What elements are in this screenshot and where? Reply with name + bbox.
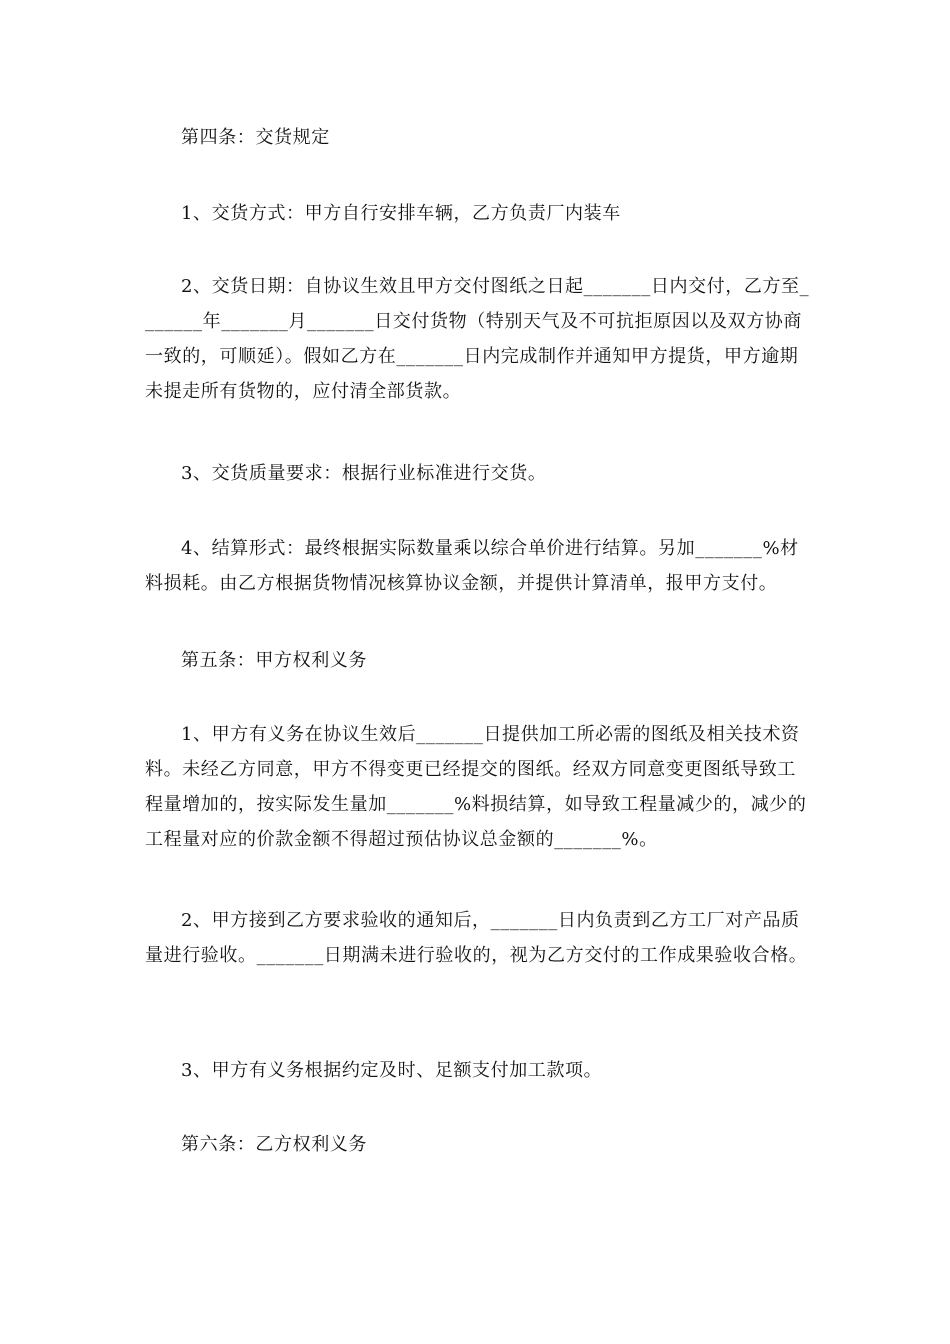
paragraph-party-a-payment: 3、甲方有义务根据约定及时、足额支付加工款项。 [181,1060,603,1081]
paragraph-delivery-method: 1、交货方式：甲方自行安排车辆，乙方负责厂内装车 [181,203,621,224]
section-heading-article-5: 第五条：甲方权利义务 [181,650,367,671]
section-heading-article-4: 第四条：交货规定 [181,127,330,148]
section-heading-article-6: 第六条：乙方权利义务 [181,1134,367,1155]
paragraph-party-a-drawings: 1、甲方有义务在协议生效后_______日提供加工所必需的图纸及相关技术资料。未经乙方同意，甲方不得变更已经提交的图纸。经双方同意变更图纸导致工程量增加的，按实际发生量加_______%料损结算，如导致工程量减少的，减少的工程量对应的价款金额不得超过预估协议总金额的_______%。 [145,724,807,850]
paragraph-delivery-quality: 3、交货质量要求：根据行业标准进行交货。 [181,463,547,484]
paragraph-party-a-acceptance: 2、甲方接到乙方要求验收的通知后，_______日内负责到乙方工厂对产品质量进行验收。_______日期满未进行验收的，视为乙方交付的工作成果验收合格。 [145,910,808,966]
paragraph-settlement: 4、结算形式：最终根据实际数量乘以综合单价进行结算。另加_______%材料损耗。由乙方根据货物情况核算协议金额，并提供计算清单，报甲方支付。 [145,538,799,594]
paragraph-delivery-date: 2、交货日期：自协议生效且甲方交付图纸之日起_______日内交付，乙方至_______年_______月_______日交付货物（特别天气及不可抗拒原因以及双方协商一致的，可顺延）。假如乙方在_______日内完成制作并通知甲方提货，甲方逾期未提走所有货物的，应付清全部货款。 [145,276,810,402]
